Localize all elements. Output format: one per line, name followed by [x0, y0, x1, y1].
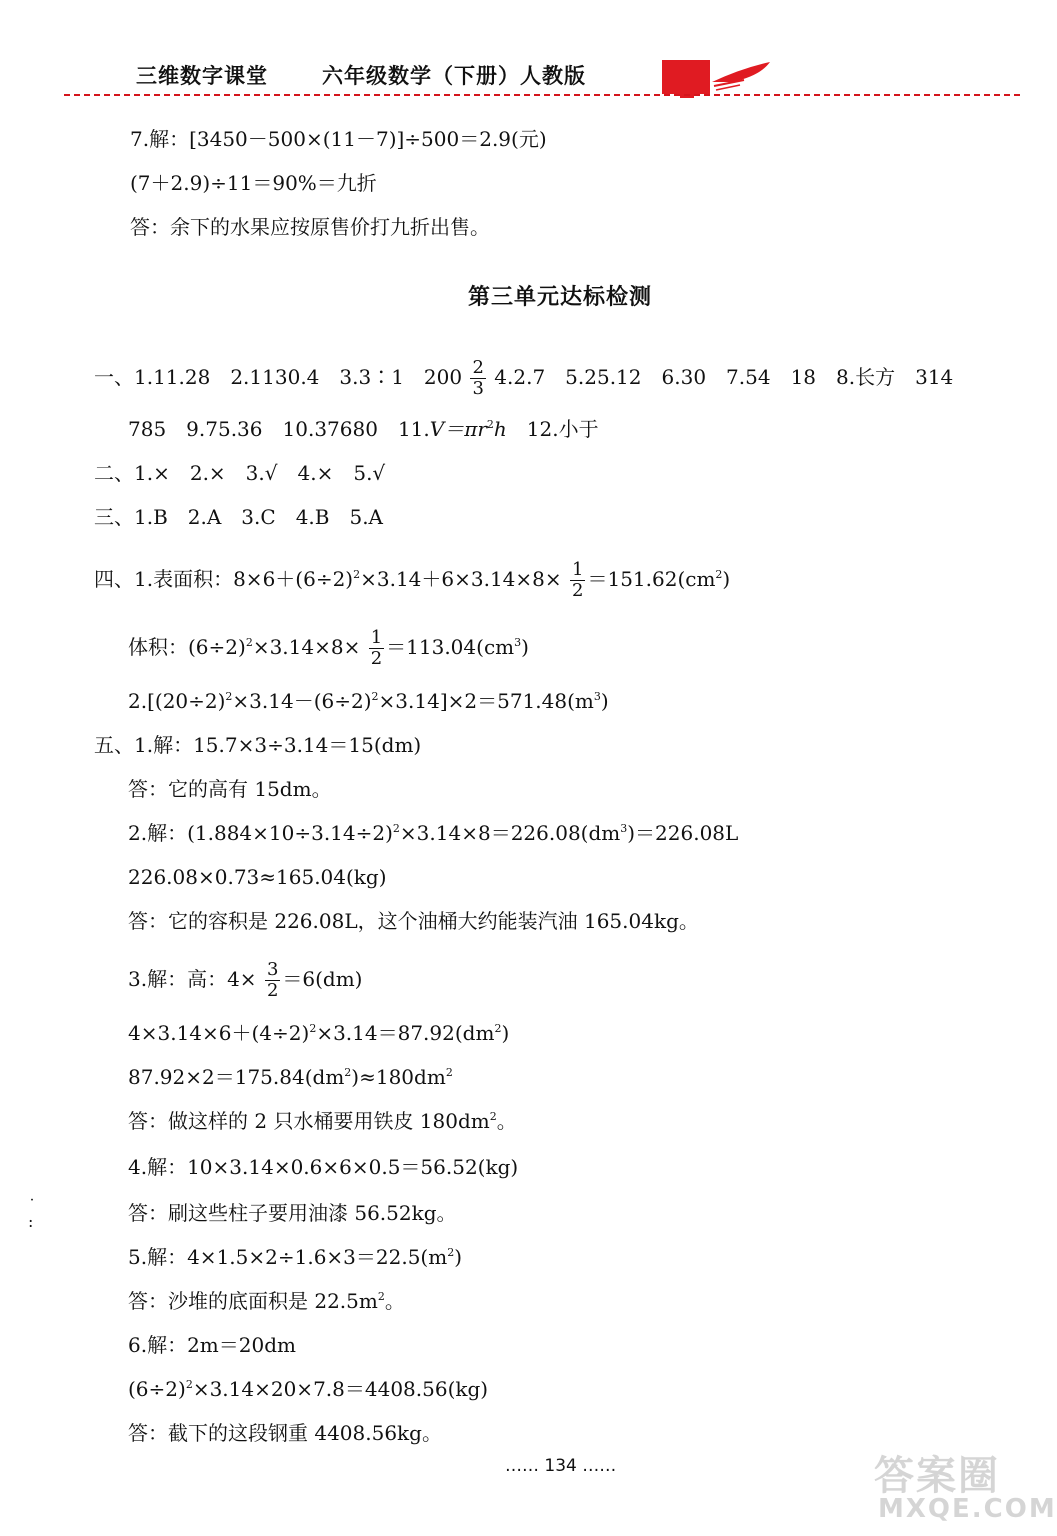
section-title: 第三单元达标检测 [468, 285, 653, 310]
header-divider [64, 94, 1020, 96]
frac-den: 2 [266, 980, 279, 1001]
fraction-half [570, 560, 585, 601]
l9-b: 。 [496, 1109, 517, 1133]
part4-q1-b: ×3.14＋6×3.14×8× [360, 567, 562, 591]
part5-l16: 答：截下的这段钢重 4408.56kg。 [128, 1421, 442, 1445]
sq-exp: 2 [344, 1066, 352, 1079]
l6-a: 3.解：高：4× [128, 967, 257, 991]
part1-text-d: 12.小于 [506, 417, 599, 441]
l3-c: )＝226.08L [627, 821, 739, 845]
sq-exp: 2 [185, 1378, 193, 1391]
part4-q1-c: ＝151.62(cm [587, 567, 716, 591]
frac-num: 3 [266, 959, 279, 980]
sq-exp: 2 [392, 822, 400, 835]
part4-q2 [128, 688, 609, 714]
page-number: 134 [544, 1456, 577, 1476]
part1-line2 [128, 416, 599, 442]
page-header [0, 0, 1038, 100]
vol-c: ＝113.04(cm [386, 635, 515, 659]
page-footer [505, 1456, 616, 1476]
q2-b: ×3.14－(6÷2) [232, 689, 372, 713]
part5-l6 [128, 960, 363, 1001]
part1-line1 [94, 358, 953, 399]
part5-l2: 答：它的高有 15dm。 [128, 777, 332, 801]
footer-dots-left: …… [505, 1456, 539, 1476]
part5-l14: 6.解：2m＝20dm [128, 1333, 296, 1357]
frac-den: 2 [370, 648, 383, 669]
volume-formula: V＝πr [429, 417, 487, 441]
frac-den: 2 [572, 580, 584, 601]
part4-volume [128, 628, 529, 669]
part5-l13 [128, 1288, 405, 1314]
sq-exp: 2 [371, 690, 379, 703]
part5-l10: 4.解：10×3.14×0.6×6×0.5＝56.52(kg) [128, 1155, 519, 1179]
part3-line: 三、1.B 2.A 3.C 4.B 5.A [94, 505, 383, 529]
part4-q1-a: 四、1.表面积：8×6＋(6÷2) [94, 567, 354, 591]
part5-l11: 答：刷这些柱子要用油漆 56.52kg。 [128, 1201, 457, 1225]
part4-q1 [94, 560, 730, 601]
watermark-text-1: 答案圈 [874, 1453, 1000, 1499]
l6-b: ＝6(dm) [282, 967, 363, 991]
frac-num: 2 [472, 357, 484, 378]
brand-title: 三维数字课堂 [136, 64, 268, 88]
l3-a: 2.解：(1.884×10÷3.14÷2) [128, 821, 393, 845]
part4-q1-d: ) [722, 567, 731, 591]
q2-a: 2.[(20÷2) [128, 689, 226, 713]
sq-exp: 2 [353, 568, 361, 581]
part5-l7 [128, 1020, 509, 1046]
part5-l5: 答：它的容积是 226.08L，这个油桶大约能装汽油 165.04kg。 [128, 909, 699, 933]
footer-dots-right: …… [582, 1456, 617, 1476]
sq-exp: 2 [309, 1022, 317, 1035]
vol-d: ) [521, 635, 529, 659]
fraction-three-halves [265, 960, 280, 1001]
frac-num: 1 [370, 627, 383, 648]
sq-exp: 2 [494, 1022, 502, 1035]
part1-text-b: 4.2.7 5.25.12 6.30 7.54 18 8.长方 314 [494, 365, 954, 389]
l15-a: (6÷2) [128, 1377, 186, 1401]
part5-l4: 226.08×0.73≈165.04(kg) [128, 865, 387, 889]
sq-exp: 2 [245, 636, 253, 649]
formula-h: h [493, 417, 507, 441]
part5-l9 [128, 1108, 517, 1134]
l9-a: 答：做这样的 2 只水桶要用铁皮 180dm [128, 1109, 490, 1133]
watermark-logo [868, 1440, 1057, 1530]
margin-mark: : [28, 1212, 34, 1231]
part5-l15 [128, 1376, 488, 1402]
sq-exp: 2 [489, 1110, 497, 1123]
part5-l3 [128, 820, 738, 846]
frac-num: 1 [572, 559, 584, 580]
l8-b: )≈180dm [351, 1065, 446, 1089]
margin-mark: ˙ [28, 1196, 36, 1215]
frac-den: 3 [472, 378, 484, 399]
watermark-text-2: MXQE.COM [878, 1494, 1057, 1524]
l15-b: ×3.14×20×7.8＝4408.56(kg) [192, 1377, 489, 1401]
sq-exp: 2 [445, 1066, 453, 1079]
l3-b: ×3.14×8＝226.08(dm [399, 821, 621, 845]
fraction-half [369, 628, 384, 669]
l8-a: 87.92×2＝175.84(dm [128, 1065, 345, 1089]
q7-answer: 答：余下的水果应按原售价打九折出售。 [130, 215, 490, 239]
vol-a: 体积：(6÷2) [128, 635, 246, 659]
part1-text-a: 一、1.11.28 2.1130.4 3.3∶1 200 [94, 365, 463, 389]
l7-c: ) [501, 1021, 510, 1045]
l7-a: 4×3.14×6＋(4÷2) [128, 1021, 310, 1045]
l13-b: 。 [384, 1289, 405, 1313]
vol-b: ×3.14×8× [252, 635, 361, 659]
l13-a: 答：沙堆的底面积是 22.5m [128, 1289, 378, 1313]
formula-exp: 2 [486, 418, 494, 431]
part5-l8 [128, 1064, 453, 1090]
q2-d: ) [600, 689, 609, 713]
rocket-logo-icon [662, 56, 772, 98]
part5-l12 [128, 1244, 462, 1270]
cube-exp: 3 [593, 690, 601, 703]
q7-line2: (7＋2.9)÷11＝90%＝九折 [130, 171, 377, 195]
l12-a: 5.解：4×1.5×2÷1.6×3＝22.5(m [128, 1245, 448, 1269]
cube-exp: 3 [620, 822, 628, 835]
sq-exp: 2 [377, 1290, 385, 1303]
part1-text-c: 785 9.75.36 10.37680 11. [128, 417, 430, 441]
part5-l1: 五、1.解：15.7×3÷3.14＝15(dm) [94, 733, 422, 757]
part2-line: 二、1.× 2.× 3.√ 4.× 5.√ [94, 461, 386, 485]
q7-line1: 7.解：[3450－500×(11－7)]÷500＝2.9(元) [130, 127, 547, 151]
sq-exp: 2 [225, 690, 233, 703]
sq-exp: 2 [715, 568, 723, 581]
book-title: 六年级数学（下册）人教版 [322, 64, 586, 88]
q2-c: ×3.14]×2＝571.48(m [378, 689, 594, 713]
fraction-two-thirds [470, 358, 485, 399]
l12-b: ) [454, 1245, 463, 1269]
sq-exp: 2 [447, 1246, 455, 1259]
l7-b: ×3.14＝87.92(dm [316, 1021, 495, 1045]
cube-exp: 3 [514, 636, 522, 649]
